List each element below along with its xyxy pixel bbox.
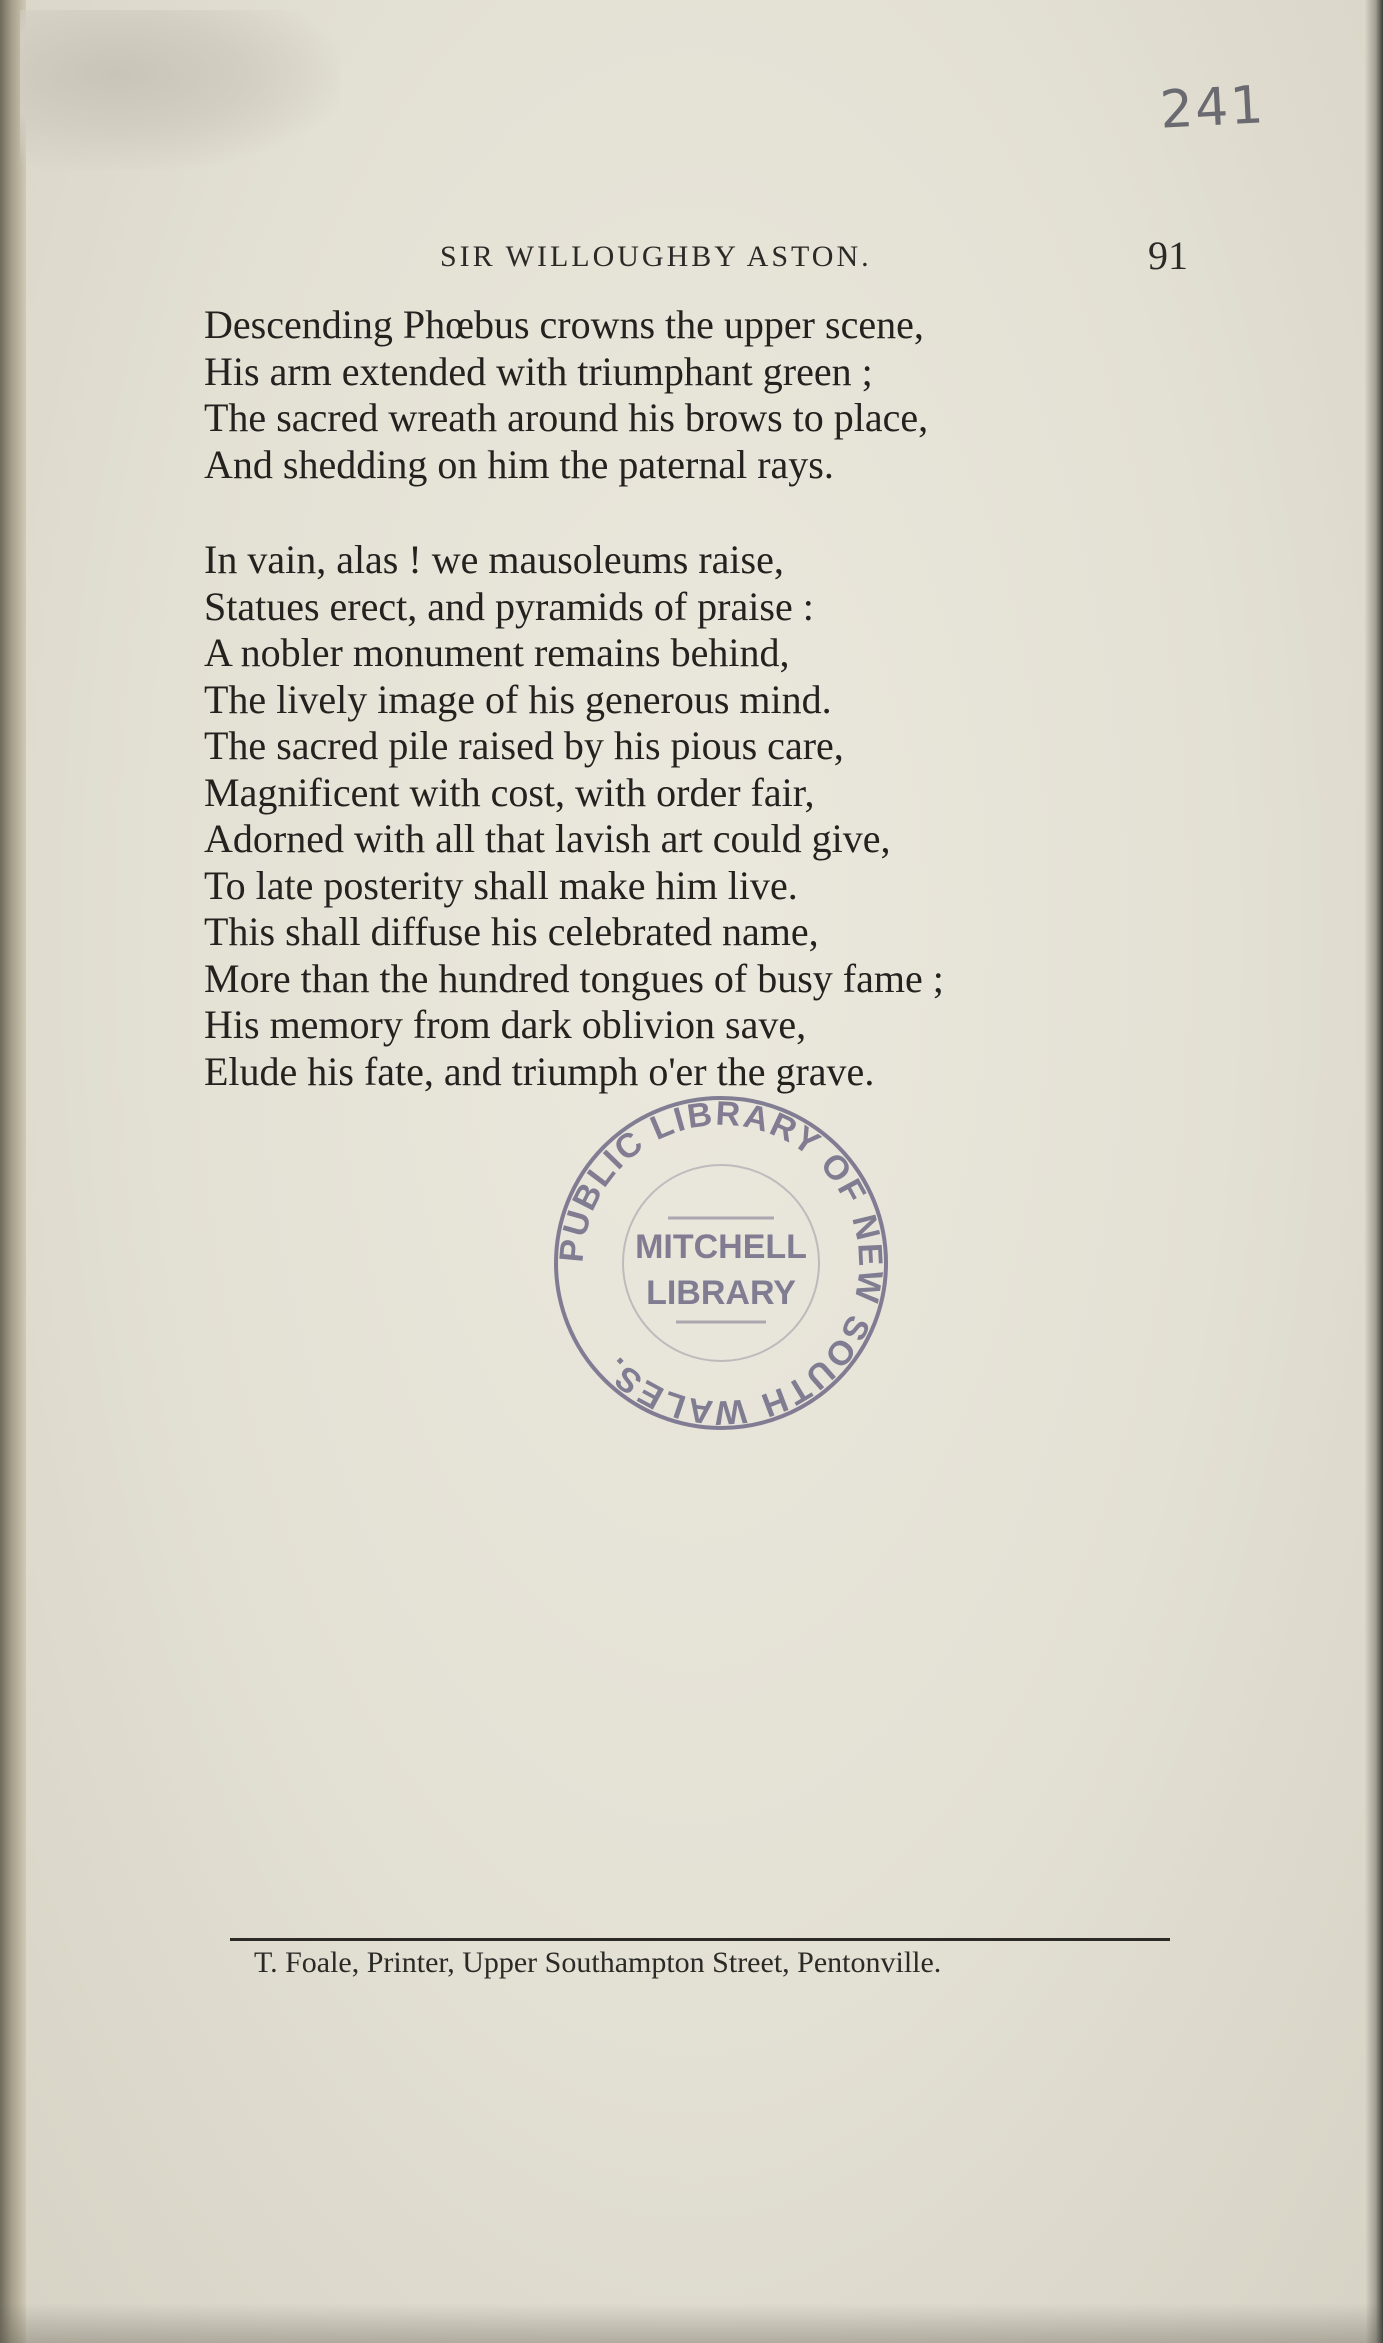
page-spine-edge [0, 0, 26, 2343]
poem-stanza [204, 537, 944, 1095]
running-title: SIR WILLOUGHBY ASTON. [440, 240, 872, 273]
poem-line: And shedding on him the paternal rays. [204, 441, 834, 487]
poem-stanza [204, 302, 928, 488]
poem-line: Magnificent with cost, with order fair, [204, 769, 815, 815]
footer-rule [230, 1938, 1170, 1941]
poem-line: To late posterity shall make him live. [204, 862, 798, 908]
printer-imprint: T. Foale, Printer, Upper Southampton Street, Pentonville. [254, 1946, 942, 1979]
page-number: 91 [1148, 233, 1188, 278]
bottom-edge-shadow [0, 2303, 1383, 2343]
poem-line: Adorned with all that lavish art could give, [204, 816, 891, 861]
poem-line: In vain, alas ! we mausoleums raise, [204, 537, 784, 582]
stamp-ring-textpath: PUBLIC LIBRARY OF NEW SOUTH WALES. [552, 1094, 890, 1432]
stamp-center-line-2: LIBRARY [646, 1274, 796, 1312]
library-stamp [548, 1090, 894, 1436]
poem-line: The sacred wreath around his brows to place, [204, 395, 929, 440]
poem-line: The lively image of his generous mind. [204, 676, 832, 722]
poem-line: Statues erect, and pyramids of praise : [204, 583, 814, 629]
stamp-center-line-1: MITCHELL [635, 1228, 807, 1266]
poem-line: A nobler monument remains behind, [204, 630, 790, 675]
pencil-annotation: 241 [1158, 75, 1267, 141]
torn-corner-stain [20, 10, 340, 170]
poem-line: The sacred pile raised by his pious care, [204, 723, 844, 768]
poem-line: Elude his fate, and triumph o'er the grave. [204, 1048, 875, 1094]
poem-line: His arm extended with triumphant green ; [204, 348, 873, 394]
poem-line: His memory from dark oblivion save, [204, 1002, 807, 1047]
poem-line: Descending Phœbus crowns the upper scene, [204, 302, 924, 347]
poem-line: More than the hundred tongues of busy fame ; [204, 955, 944, 1001]
page-fore-edge [1365, 0, 1383, 2343]
poem-line: This shall diffuse his celebrated name, [204, 909, 819, 954]
